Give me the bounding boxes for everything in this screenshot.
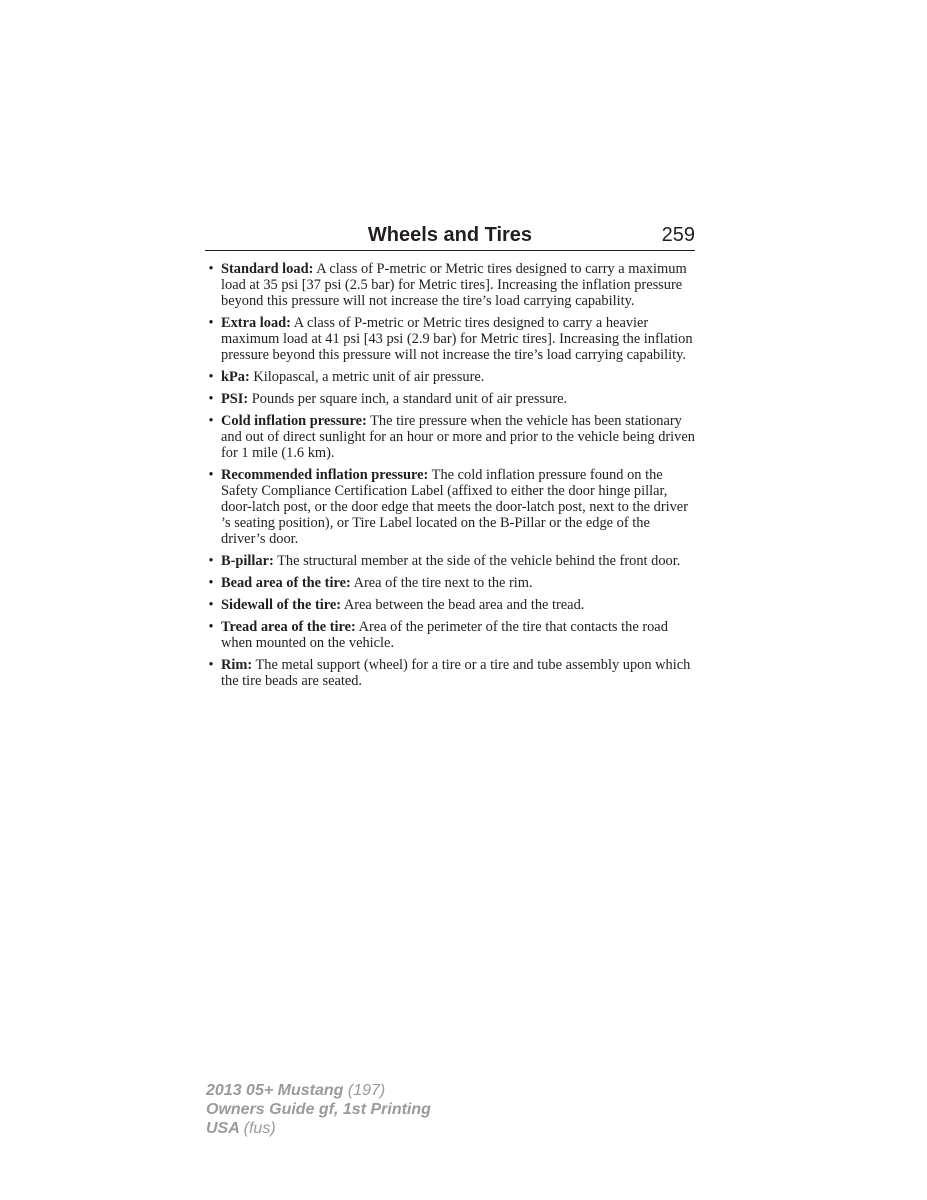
glossary-term: Recommended inflation pressure:: [221, 467, 429, 483]
section-title: Wheels and Tires: [367, 224, 533, 246]
glossary-term: kPa:: [221, 369, 250, 385]
glossary-term: Cold inflation pressure:: [221, 413, 367, 429]
glossary-item: [205, 261, 697, 309]
bullet-icon: •: [208, 619, 214, 635]
footer-market: USA: [206, 1120, 240, 1137]
glossary-item: [205, 575, 697, 591]
glossary-item: [205, 369, 697, 385]
footer-line-2: [206, 1100, 431, 1119]
glossary-item: [205, 657, 697, 689]
glossary-term: Tread area of the tire:: [221, 619, 356, 635]
glossary-term: PSI:: [221, 391, 249, 407]
glossary-definition: The tire pressure when the vehicle has been stationary and out of direct sunlight for an hour or more and prior to the vehicle being driven for 1 mile (1.6 km).: [221, 413, 695, 461]
bullet-icon: •: [208, 369, 214, 385]
glossary-item: [205, 619, 697, 651]
glossary-item: [205, 597, 697, 613]
footer-model-code: (197): [347, 1082, 386, 1099]
glossary-term: Rim:: [221, 657, 253, 673]
glossary-term: B-pillar:: [221, 553, 274, 569]
glossary-term: Bead area of the tire:: [221, 575, 351, 591]
footer-guide: Owners Guide gf, 1st Printing: [206, 1101, 431, 1118]
bullet-icon: •: [208, 597, 214, 613]
footer-model: 2013 05+ Mustang: [206, 1082, 344, 1099]
bullet-icon: •: [208, 261, 214, 277]
glossary-item: [205, 553, 697, 569]
glossary-definition: Area of the tire next to the rim.: [353, 575, 533, 591]
bullet-icon: •: [208, 391, 214, 407]
glossary-definition: Pounds per square inch, a standard unit of air pressure.: [251, 391, 568, 407]
glossary-definition: The structural member at the side of the vehicle behind the front door.: [277, 553, 681, 569]
glossary-definition: Area between the bead area and the tread.: [343, 597, 585, 613]
bullet-icon: •: [208, 467, 214, 483]
glossary-definition: Area of the perimeter of the tire that contacts the road when mounted on the vehicle.: [221, 619, 668, 651]
glossary-definition: Kilopascal, a metric unit of air pressure.: [253, 369, 485, 385]
glossary-list: [205, 261, 697, 695]
footer-market-code: (fus): [243, 1120, 276, 1137]
glossary-term: Extra load:: [221, 315, 291, 331]
glossary-definition: A class of P-metric or Metric tires designed to carry a maximum load at 35 psi [37 psi (2.5 bar) for Metric tires]. Increasing the inflation pressure beyond this pressure will not increase the tire’s load carrying capability.: [221, 261, 687, 309]
glossary-term: Standard load:: [221, 261, 314, 277]
glossary-definition: The metal support (wheel) for a tire or a tire and tube assembly upon which the tire beads are seated.: [221, 657, 691, 689]
page-header: [205, 222, 695, 251]
glossary-item: [205, 413, 697, 461]
page-number: 259: [661, 224, 695, 246]
bullet-icon: •: [208, 575, 214, 591]
glossary-definition: The cold inflation pressure found on the Safety Compliance Certification Label (affixed to either the door hinge pillar, door-latch post, or the door edge that meets the door-latch post, next to the driver ’s seating position), or Tire Label located on the B-Pillar or the edge of the driver’s door.: [221, 467, 688, 547]
print-footer: [206, 1081, 431, 1138]
glossary-item: [205, 391, 697, 407]
bullet-icon: •: [208, 413, 214, 429]
footer-line-3: [206, 1119, 431, 1138]
footer-line-1: [206, 1081, 431, 1100]
glossary-definition: A class of P-metric or Metric tires designed to carry a heavier maximum load at 41 psi [43 psi (2.9 bar) for Metric tires]. Increasing the inflation pressure beyond this pressure will not increase the tire’s load carrying capability.: [221, 315, 693, 363]
glossary-item: [205, 315, 697, 363]
glossary-term: Sidewall of the tire:: [221, 597, 342, 613]
bullet-icon: •: [208, 657, 214, 673]
bullet-icon: •: [208, 553, 214, 569]
bullet-icon: •: [208, 315, 214, 331]
glossary-item: [205, 467, 697, 547]
